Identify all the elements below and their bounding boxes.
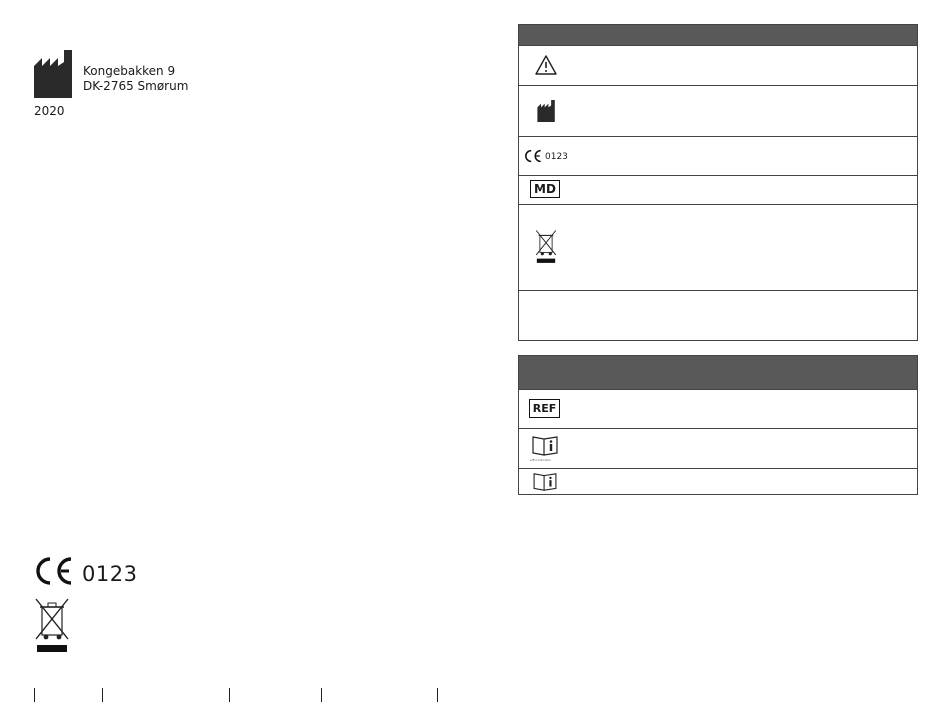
- table-row: [519, 389, 917, 428]
- footer-tick: [229, 688, 230, 702]
- weee-crossed-bin-icon: [34, 597, 70, 655]
- footer-tick: [437, 688, 438, 702]
- table-row: [519, 290, 917, 340]
- md-icon: MD: [530, 180, 560, 198]
- ce-mark-icon: [524, 149, 542, 163]
- table-header: [519, 356, 917, 389]
- table-row: [519, 428, 917, 468]
- eifu-indicator-label: eIFU indicator: [530, 458, 551, 462]
- manufacturer-address: [83, 64, 188, 94]
- table-row: [519, 136, 917, 175]
- eifu-book-icon: [531, 435, 559, 457]
- warning-triangle-icon: [535, 55, 557, 75]
- manufacturer-factory-icon: [537, 100, 557, 122]
- symbols-table-1: [518, 24, 918, 341]
- book-info-icon: [531, 472, 559, 492]
- table-row: [519, 85, 917, 136]
- footer-tick: [102, 688, 103, 702]
- weee-crossed-bin-icon: [535, 229, 557, 265]
- symbols-table-2: [518, 355, 918, 495]
- notified-body-number: 0123: [82, 562, 138, 586]
- manufacture-year: 2020: [34, 104, 65, 118]
- table-row: [519, 204, 917, 290]
- footer-tick: [34, 688, 35, 702]
- address-line-2: DK-2765 Smørum: [83, 79, 189, 93]
- footer-rule: [34, 688, 444, 702]
- table-row: [519, 175, 917, 204]
- table-row: [519, 45, 917, 85]
- manufacturer-factory-icon: [34, 50, 76, 98]
- address-line-1: Kongebakken 9: [83, 64, 176, 78]
- footer-tick: [321, 688, 322, 702]
- table-header: [519, 25, 917, 45]
- notified-body-number: 0123: [545, 152, 568, 162]
- table-row: [519, 468, 917, 495]
- ref-icon: REF: [529, 399, 560, 418]
- ce-mark-icon: [34, 556, 74, 586]
